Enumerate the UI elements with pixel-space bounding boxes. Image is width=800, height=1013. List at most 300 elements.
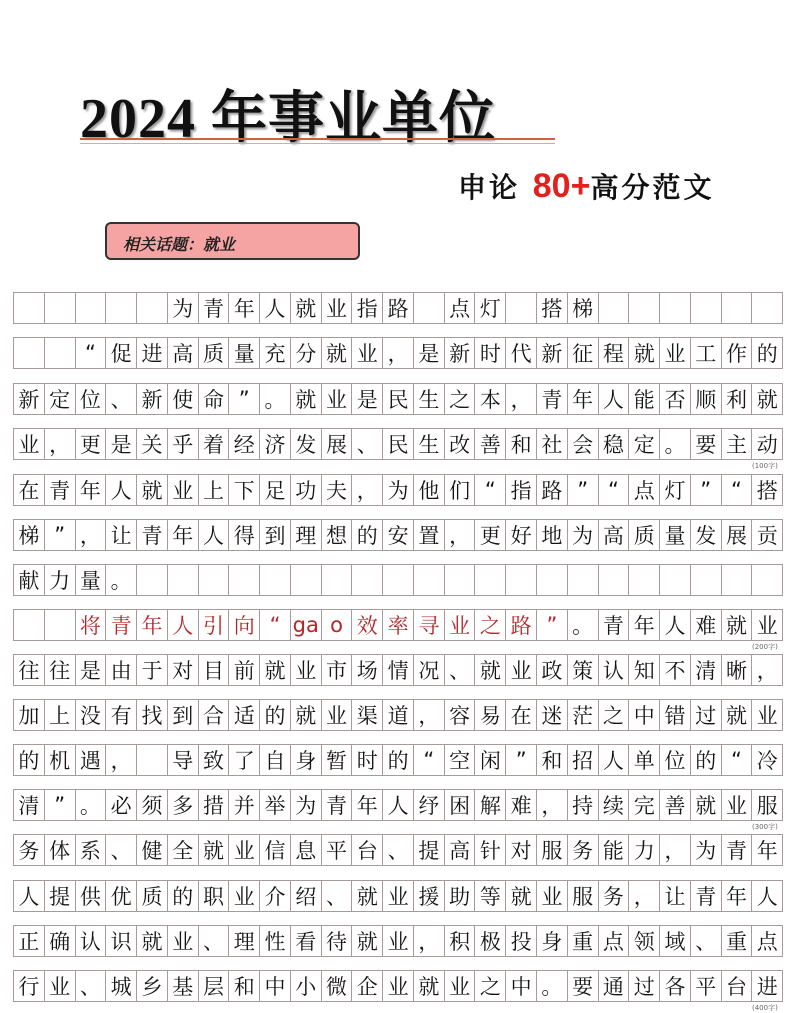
grid-cell: 单	[629, 745, 660, 775]
grid-cell: 点	[756, 930, 778, 954]
grid-cell: 。	[660, 429, 691, 459]
grid-cell: 是	[106, 429, 137, 459]
grid-cell	[691, 293, 722, 323]
grid-cell: 下	[229, 475, 260, 505]
grid-cell: 投	[506, 926, 537, 956]
grid-cell: 向	[229, 610, 260, 640]
grid-row	[13, 744, 783, 776]
grid-cell	[383, 565, 414, 595]
grid-cell: 晰	[722, 655, 753, 685]
grid-cell: 就	[722, 700, 753, 730]
grid-cell: 企	[352, 971, 383, 1001]
grid-cell: 有	[106, 700, 137, 730]
grid-cell: 信	[260, 835, 291, 865]
grid-cell: 层	[199, 971, 230, 1001]
grid-cell: ”	[691, 475, 722, 505]
grid-cell: 。	[76, 790, 107, 820]
grid-cell: 年	[629, 610, 660, 640]
grid-cell: 点	[599, 926, 630, 956]
grid-cell: 否	[660, 384, 691, 414]
grid-cell: 提	[414, 835, 445, 865]
grid-cell: 人	[260, 293, 291, 323]
grid-cell: 他	[414, 475, 445, 505]
grid-cell: 关	[137, 429, 168, 459]
grid-cell: 年	[722, 881, 753, 911]
grid-cell: 引	[199, 610, 230, 640]
grid-cell: 的	[352, 520, 383, 550]
grid-cell	[629, 293, 660, 323]
grid-cell: 到	[260, 520, 291, 550]
grid-cell: 况	[414, 655, 445, 685]
grid-cell: 难	[691, 610, 722, 640]
grid-cell: 要	[568, 971, 599, 1001]
grid-cell: 为	[168, 293, 199, 323]
grid-cell: 更	[475, 520, 506, 550]
grid-cell: 让	[660, 881, 691, 911]
grid-cell: 人	[106, 475, 137, 505]
grid-cell: 易	[475, 700, 506, 730]
grid-cell: 搭	[756, 479, 778, 503]
grid-cell: 业	[322, 700, 353, 730]
page-title: 2024 年事业单位	[80, 88, 496, 150]
grid-cell	[106, 293, 137, 323]
grid-cell: ，	[629, 881, 660, 911]
grid-cell: 业	[322, 384, 353, 414]
grid-cell: ”	[45, 790, 76, 820]
grid-cell: 为	[691, 835, 722, 865]
grid-cell: 梯	[14, 520, 45, 550]
grid-cell: 不	[660, 655, 691, 685]
grid-cell: 识	[106, 926, 137, 956]
grid-cell: 置	[414, 520, 445, 550]
grid-cell: 效	[352, 610, 383, 640]
grid-cell: 顺	[691, 384, 722, 414]
grid-cell: 完	[629, 790, 660, 820]
grid-cell: 地	[537, 520, 568, 550]
grid-cell: 为	[291, 790, 322, 820]
grid-cell: 进	[137, 338, 168, 368]
grid-cell: 寻	[414, 610, 445, 640]
grid-cell	[76, 293, 107, 323]
grid-cell: ”	[229, 384, 260, 414]
grid-cell: 搭	[537, 293, 568, 323]
grid-cell: 迷	[537, 700, 568, 730]
grid-cell: “	[599, 475, 630, 505]
grid-cell: 就	[414, 971, 445, 1001]
grid-cell: 。	[568, 610, 599, 640]
grid-cell: 稳	[599, 429, 630, 459]
grid-cell: 力	[45, 565, 76, 595]
grid-cell: 新	[137, 384, 168, 414]
grid-cell: 情	[383, 655, 414, 685]
grid-cell: 量	[229, 338, 260, 368]
grid-cell: 全	[168, 835, 199, 865]
grid-cell: 定	[45, 384, 76, 414]
grid-cell: 自	[260, 745, 291, 775]
grid-cell: 性	[260, 926, 291, 956]
grid-cell: 量	[660, 520, 691, 550]
grid-cell: 灯	[475, 293, 506, 323]
grid-cell: 就	[352, 926, 383, 956]
grid-cell: 梯	[568, 293, 599, 323]
grid-cell: 城	[106, 971, 137, 1001]
grid-cell: 经	[229, 429, 260, 459]
grid-cell: 看	[291, 926, 322, 956]
grid-cell: 目	[199, 655, 230, 685]
grid-cell: 青	[599, 610, 630, 640]
grid-cell: 灯	[660, 475, 691, 505]
grid-cell: 主	[722, 429, 753, 459]
grid-cell: 青	[537, 384, 568, 414]
grid-cell: 是	[352, 384, 383, 414]
grid-cell: 、	[76, 971, 107, 1001]
grid-cell	[45, 338, 76, 368]
grid-cell: 业	[291, 655, 322, 685]
grid-cell: 指	[352, 293, 383, 323]
grid-cell: ，	[76, 520, 107, 550]
grid-cell: 渠	[352, 700, 383, 730]
grid-cell: 空	[445, 745, 476, 775]
grid-cell	[45, 610, 76, 640]
grid-cell: 利	[722, 384, 753, 414]
grid-cell: 上	[199, 475, 230, 505]
title-underline	[80, 138, 555, 144]
grid-cell: 率	[383, 610, 414, 640]
grid-cell: 人	[599, 384, 630, 414]
grid-cell: 充	[260, 338, 291, 368]
grid-cell: 系	[76, 835, 107, 865]
grid-cell: “	[260, 610, 291, 640]
grid-cell: 之	[445, 384, 476, 414]
grid-cell: 就	[722, 610, 753, 640]
grid-cell: 行	[14, 971, 45, 1001]
grid-cell: 青	[322, 790, 353, 820]
grid-cell: 暂	[322, 745, 353, 775]
grid-cell: 能	[599, 835, 630, 865]
grid-cell: 过	[691, 700, 722, 730]
grid-cell: 容	[445, 700, 476, 730]
grid-cell: 会	[568, 429, 599, 459]
grid-cell: 就	[199, 835, 230, 865]
grid-cell: 介	[260, 881, 291, 911]
grid-cell: “	[722, 745, 753, 775]
grid-row	[13, 880, 783, 912]
grid-cell: 市	[322, 655, 353, 685]
grid-cell	[137, 293, 168, 323]
grid-cell: 极	[475, 926, 506, 956]
grid-cell: 人	[199, 520, 230, 550]
grid-cell: 。	[537, 971, 568, 1001]
grid-row	[13, 474, 783, 506]
grid-cell: 策	[568, 655, 599, 685]
grid-cell: “	[414, 745, 445, 775]
grid-cell: 台	[352, 835, 383, 865]
grid-cell: “	[475, 475, 506, 505]
grid-cell: 难	[506, 790, 537, 820]
grid-cell: 业	[322, 293, 353, 323]
grid-cell: 遇	[76, 745, 107, 775]
grid-cell: 台	[722, 971, 753, 1001]
grid-cell: 路	[506, 610, 537, 640]
grid-cell: 知	[629, 655, 660, 685]
grid-cell: 和	[537, 745, 568, 775]
grid-cell: 夫	[322, 475, 353, 505]
grid-cell: 济	[260, 429, 291, 459]
grid-cell: 路	[383, 293, 414, 323]
grid-cell: 往	[14, 655, 45, 685]
grid-cell: 理	[291, 520, 322, 550]
grid-cell: 须	[137, 790, 168, 820]
grid-cell: 业	[168, 926, 199, 956]
grid-cell: 路	[537, 475, 568, 505]
grid-cell: 平	[691, 971, 722, 1001]
grid-cell: 政	[537, 655, 568, 685]
grid-cell: 供	[76, 881, 107, 911]
grid-cell: 身	[537, 926, 568, 956]
grid-cell: 助	[445, 881, 476, 911]
grid-cell: 绍	[291, 881, 322, 911]
grid-cell: 业	[383, 926, 414, 956]
grid-cell: ”	[568, 475, 599, 505]
grid-cell	[168, 565, 199, 595]
grid-cell: 进	[756, 975, 778, 999]
grid-cell: 人	[14, 881, 45, 911]
grid-cell: 新	[445, 338, 476, 368]
grid-cell: 是	[76, 655, 107, 685]
grid-cell: 、	[322, 881, 353, 911]
grid-cell: 业	[383, 971, 414, 1001]
grid-cell: 要	[691, 429, 722, 459]
grid-cell: 是	[414, 338, 445, 368]
grid-cell: 提	[45, 881, 76, 911]
grid-cell: 高	[445, 835, 476, 865]
grid-cell: ，	[445, 520, 476, 550]
grid-cell: 导	[168, 745, 199, 775]
grid-cell: 到	[168, 700, 199, 730]
grid-cell: 优	[106, 881, 137, 911]
grid-cell: 往	[45, 655, 76, 685]
grid-cell: ，	[414, 926, 445, 956]
subtitle-suffix: 高分范文	[590, 171, 715, 204]
grid-cell	[352, 565, 383, 595]
grid-cell: 业	[722, 790, 753, 820]
grid-cell	[322, 565, 353, 595]
grid-cell: 领	[629, 926, 660, 956]
grid-cell: 、	[199, 926, 230, 956]
grid-cell	[260, 565, 291, 595]
grid-cell: 就	[137, 475, 168, 505]
grid-cell: 招	[568, 745, 599, 775]
grid-cell: 民	[383, 429, 414, 459]
grid-cell: 好	[506, 520, 537, 550]
topic-tag-label: 相关话题：就业	[123, 235, 236, 254]
grid-cell: 使	[168, 384, 199, 414]
grid-cell: 安	[383, 520, 414, 550]
grid-cell: 必	[106, 790, 137, 820]
grid-cell: 命	[199, 384, 230, 414]
grid-cell: 人	[660, 610, 691, 640]
grid-cell: ”	[506, 745, 537, 775]
grid-cell: 让	[106, 520, 137, 550]
grid-cell: 青	[106, 610, 137, 640]
grid-cell	[137, 745, 168, 775]
grid-cell: 之	[599, 700, 630, 730]
grid-cell: 乎	[168, 429, 199, 459]
grid-cell	[506, 293, 537, 323]
grid-cell: 动	[756, 433, 778, 457]
grid-cell: 青	[45, 475, 76, 505]
grid-cell: 的	[756, 342, 778, 366]
grid-cell: 认	[76, 926, 107, 956]
grid-cell: 的	[168, 881, 199, 911]
grid-cell: 业	[352, 338, 383, 368]
grid-cell: 业	[756, 614, 778, 638]
grid-cell: 新	[14, 384, 45, 414]
grid-cell: 青	[722, 835, 753, 865]
grid-cell: ，	[506, 384, 537, 414]
word-count-marker: (400字)	[752, 1004, 778, 1012]
grid-cell: 小	[291, 971, 322, 1001]
grid-cell: 理	[229, 926, 260, 956]
grid-cell: 对	[506, 835, 537, 865]
grid-cell: 续	[599, 790, 630, 820]
grid-cell: 认	[599, 655, 630, 685]
grid-cell	[752, 293, 782, 323]
grid-cell: 持	[568, 790, 599, 820]
grid-cell: 年	[168, 520, 199, 550]
grid-cell: ，	[383, 338, 414, 368]
grid-cell	[414, 565, 445, 595]
grid-row	[13, 789, 783, 821]
grid-cell: 业	[168, 475, 199, 505]
grid-cell: 合	[199, 700, 230, 730]
grid-cell: 们	[445, 475, 476, 505]
grid-cell: 针	[475, 835, 506, 865]
word-count-marker: (200字)	[752, 643, 778, 651]
subtitle-prefix: 申论	[458, 171, 533, 204]
grid-cell: ga	[291, 610, 322, 640]
grid-cell: 人	[756, 885, 778, 909]
grid-row	[13, 925, 783, 957]
grid-cell	[137, 565, 168, 595]
grid-cell	[414, 293, 445, 323]
grid-cell: 时	[475, 338, 506, 368]
grid-cell: 高	[599, 520, 630, 550]
grid-cell: 纾	[414, 790, 445, 820]
grid-cell: 业	[756, 704, 778, 728]
grid-cell	[506, 565, 537, 595]
grid-cell: 发	[291, 429, 322, 459]
grid-cell: 由	[106, 655, 137, 685]
grid-cell: 的	[383, 745, 414, 775]
grid-cell: 更	[76, 429, 107, 459]
grid-row	[13, 834, 783, 866]
grid-cell: 年	[568, 384, 599, 414]
grid-cell: 社	[537, 429, 568, 459]
grid-cell: 质	[137, 881, 168, 911]
grid-cell	[445, 565, 476, 595]
grid-cell: 身	[291, 745, 322, 775]
grid-cell: 青	[199, 293, 230, 323]
grid-cell: 就	[291, 384, 322, 414]
grid-cell: 、	[691, 926, 722, 956]
grid-cell: 服	[537, 835, 568, 865]
grid-cell: 清	[691, 655, 722, 685]
grid-cell: 将	[76, 610, 107, 640]
grid-cell: 量	[76, 565, 107, 595]
grid-cell: 业	[45, 971, 76, 1001]
grid-cell: 着	[199, 429, 230, 459]
grid-cell: 就	[475, 655, 506, 685]
grid-cell: 过	[629, 971, 660, 1001]
grid-cell: 息	[291, 835, 322, 865]
grid-cell: 业	[229, 835, 260, 865]
grid-cell: 多	[168, 790, 199, 820]
grid-cell: 体	[45, 835, 76, 865]
grid-cell: 就	[629, 338, 660, 368]
grid-cell: 。	[106, 565, 137, 595]
grid-cell: 找	[137, 700, 168, 730]
grid-cell: 就	[291, 700, 322, 730]
grid-cell: 新	[537, 338, 568, 368]
grid-cell: 。	[260, 384, 291, 414]
grid-cell: 务	[568, 835, 599, 865]
grid-cell: 征	[568, 338, 599, 368]
grid-cell: 人	[383, 790, 414, 820]
grid-cell: 年	[756, 839, 778, 863]
grid-cell: 等	[475, 881, 506, 911]
grid-cell	[722, 293, 753, 323]
grid-cell: 冷	[756, 749, 778, 773]
grid-cell: 就	[506, 881, 537, 911]
grid-cell	[722, 565, 753, 595]
grid-cell: 确	[45, 926, 76, 956]
grid-cell: o	[322, 610, 353, 640]
grid-cell: 于	[137, 655, 168, 685]
grid-cell: 茫	[568, 700, 599, 730]
grid-cell: 业	[383, 881, 414, 911]
grid-row	[13, 428, 783, 460]
grid-cell: 点	[445, 293, 476, 323]
grid-cell: 就	[137, 926, 168, 956]
grid-cell: 各	[660, 971, 691, 1001]
grid-cell	[14, 338, 45, 368]
grid-cell: 、	[445, 655, 476, 685]
grid-row	[13, 337, 783, 369]
grid-cell: 举	[260, 790, 291, 820]
grid-cell: ”	[537, 610, 568, 640]
grid-cell: 就	[322, 338, 353, 368]
grid-cell: 年	[76, 475, 107, 505]
grid-cell: 人	[168, 610, 199, 640]
grid-cell: 就	[260, 655, 291, 685]
grid-cell: 微	[322, 971, 353, 1001]
grid-cell: 积	[445, 926, 476, 956]
grid-cell: 服	[568, 881, 599, 911]
grid-cell: 对	[168, 655, 199, 685]
grid-cell: 年	[352, 790, 383, 820]
grid-cell: 促	[106, 338, 137, 368]
grid-cell	[752, 565, 782, 595]
grid-cell	[291, 565, 322, 595]
grid-cell: 为	[383, 475, 414, 505]
grid-cell	[475, 565, 506, 595]
grid-cell: 就	[352, 881, 383, 911]
grid-cell: ，	[45, 429, 76, 459]
grid-cell: 善	[475, 429, 506, 459]
grid-cell: 前	[229, 655, 260, 685]
grid-cell	[599, 565, 630, 595]
